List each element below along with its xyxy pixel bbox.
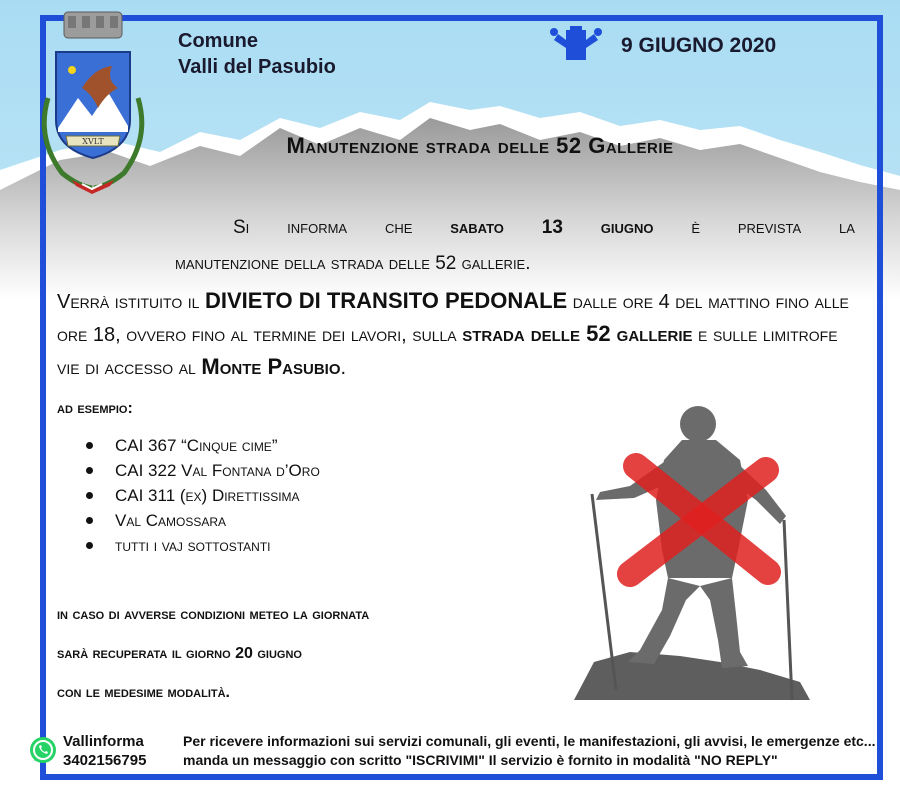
examples-label: ad esempio:	[57, 400, 133, 417]
footer-line-1: Per ricevere informazioni sui servizi comunali, gli eventi, le manifestazioni, gli avvisi, le emergenze etc...	[183, 733, 876, 749]
whatsapp-service-name: Vallinforma	[63, 733, 144, 750]
trail-name: tutti i vaj sottostanti	[115, 536, 271, 555]
comune-name: Valli del Pasubio	[178, 56, 336, 78]
closure-notice	[57, 285, 857, 384]
trail-name: Val Camossara	[115, 511, 227, 530]
notice-text: .	[340, 357, 347, 379]
notice-text: dalle ore 4 del mattino fino alle ore 18, ovvero fino al termine dei lavori, sulla	[57, 291, 849, 346]
intro-word: è	[691, 217, 701, 238]
weather-line-2: sarà recuperata il giorno 20 giugno	[57, 645, 302, 662]
intro-word: informa	[287, 217, 348, 238]
svg-text:XVLT: XVLT	[82, 137, 104, 146]
intro-word: Si	[233, 217, 250, 238]
bullet-icon	[86, 517, 93, 524]
page-title: Manutenzione strada delle 52 Gallerie	[286, 133, 674, 158]
list-item	[86, 533, 320, 558]
list-item	[86, 508, 320, 533]
intro-word-bold: giugno	[600, 217, 654, 238]
notice-text: e sulle limitrofe vie di accesso al	[57, 324, 838, 379]
trail-name: CAI 367 “Cinque cime”	[115, 436, 278, 455]
comune-label: Comune	[178, 30, 258, 52]
coat-of-arms-icon	[22, 8, 162, 198]
list-item	[86, 483, 320, 508]
whatsapp-contact	[63, 732, 146, 770]
intro-paragraph	[175, 210, 855, 282]
municipality-name	[178, 28, 336, 80]
event-date: 9 GIUGNO 2020	[621, 34, 777, 57]
trail-name: CAI 322 Val Fontana d’Oro	[115, 461, 320, 480]
bullet-icon	[86, 542, 93, 549]
whatsapp-icon	[28, 735, 58, 765]
footer-info	[183, 732, 875, 770]
weather-line-1: in caso di avverse condizioni meteo la giornata	[57, 606, 370, 623]
vallinforma-logo-icon	[548, 24, 604, 62]
notice-text: Verrà istituito il	[57, 291, 205, 313]
intro-word: prevista	[737, 217, 802, 238]
intro-line-2: manutenzione della strada delle 52 gallerie.	[175, 253, 531, 274]
list-item	[86, 433, 320, 458]
intro-word: che	[384, 217, 413, 238]
whatsapp-number: 3402156795	[63, 752, 147, 769]
hiker-prohibited-icon	[570, 400, 820, 710]
intro-word-bold: sabato	[450, 217, 504, 238]
footer-line-2: manda un messaggio con scritto "ISCRIVIMI" Il servizio è fornito in modalità "NO REPLY"	[183, 752, 778, 768]
intro-word-bold: 13	[541, 217, 563, 238]
notice-highlight: DIVIETO DI TRANSITO PEDONALE	[205, 288, 568, 313]
bullet-icon	[86, 442, 93, 449]
notice-highlight: strada delle 52 gallerie	[462, 321, 693, 346]
notice-highlight: Monte Pasubio	[201, 354, 341, 379]
weather-line-3: con le medesime modalità.	[57, 684, 231, 701]
list-item	[86, 458, 320, 483]
bullet-icon	[86, 492, 93, 499]
trail-list	[86, 433, 320, 558]
intro-word: la	[839, 217, 855, 238]
trail-name: CAI 311 (ex) Direttissima	[115, 486, 300, 505]
bullet-icon	[86, 467, 93, 474]
